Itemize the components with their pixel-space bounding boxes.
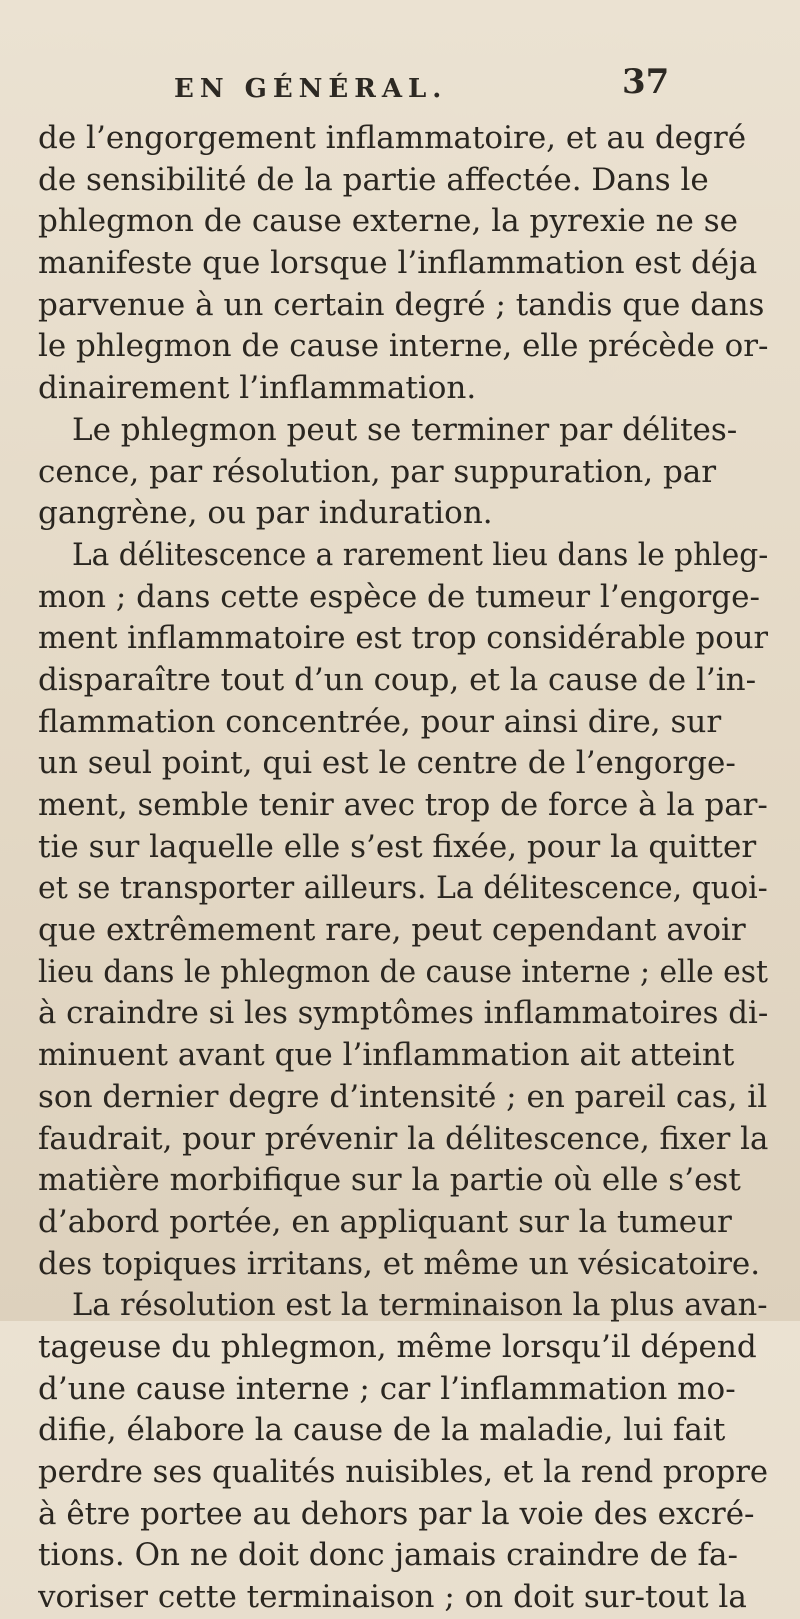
text-line: phlegmon de cause externe, la pyrexie ne se [38, 203, 739, 240]
text-line: de sensibilité de la partie affectée. Dans le [38, 161, 709, 198]
text-line: tie sur laquelle elle s’est fixée, pour la quitter [38, 828, 757, 865]
text-line: disparaître tout d’un coup, et la cause de l’in- [38, 661, 757, 698]
text-line: un seul point, qui est le centre de l’engorge- [38, 745, 736, 782]
text-line: matière morbifique sur la partie où elle s’est [38, 1162, 741, 1199]
text-line: voriser cette terminaison ; on doit sur-tout la [38, 1579, 747, 1616]
text-line: à craindre si les symptômes inflammatoires di- [38, 995, 768, 1032]
text-line: flammation concentrée, pour ainsi dire, sur [38, 703, 722, 740]
text-line: parvenue à un certain degré ; tandis que dans [38, 286, 765, 323]
text-line: lieu dans le phlegmon de cause interne ; elle est [38, 953, 768, 990]
page-number: 37 [622, 62, 670, 102]
text-line: mon ; dans cette espèce de tumeur l’engorge- [38, 578, 760, 615]
paragraph-start-line: La résolution est la terminaison la plus avan- [72, 1287, 768, 1324]
text-line: perdre ses qualités nuisibles, et la rend propre [38, 1454, 768, 1490]
text-line: manifeste que lorsque l’inflammation est déja [38, 245, 758, 282]
body-text [38, 118, 768, 1619]
text-line: d’une cause interne ; car l’inflammation mo- [38, 1370, 736, 1407]
text-line: des topiques irritans, et même un vésicatoire. [38, 1245, 761, 1282]
text-line: cence, par résolution, par suppuration, par [38, 453, 717, 490]
text-line: ment, semble tenir avec trop de force à la par- [38, 787, 768, 823]
paragraph-start-line: La délitescence a rarement lieu dans le phleg- [72, 536, 768, 573]
text-line: dinairement l’inflammation. [38, 370, 477, 407]
text-line: ment inflammatoire est trop considérable pour [38, 620, 768, 657]
text-line: d’abord portée, en appliquant sur la tumeur [38, 1203, 732, 1240]
running-head: EN GÉNÉRAL. [174, 74, 448, 104]
text-line: faudrait, pour prévenir la délitescence, fixer la [38, 1120, 768, 1157]
paragraph-start-line: Le phlegmon peut se terminer par délites- [72, 411, 738, 448]
text-line: le phlegmon de cause interne, elle précède or- [38, 328, 768, 365]
text-line: tions. On ne doit donc jamais craindre de fa- [38, 1537, 738, 1574]
text-line: à être portee au dehors par la voie des excré- [38, 1495, 755, 1532]
text-line: minuent avant que l’inflammation ait atteint [38, 1037, 735, 1074]
text-line: que extrêmement rare, peut cependant avoir [38, 912, 746, 949]
text-line: de l’engorgement inflammatoire, et au degré [38, 120, 747, 156]
text-line: tageuse du phlegmon, même lorsqu’il dépend [38, 1328, 757, 1365]
text-line: son dernier degre d’intensité ; en pareil cas, il [38, 1078, 768, 1115]
text-line: difie, élabore la cause de la maladie, lui fait [38, 1412, 726, 1449]
text-line: gangrène, ou par induration. [38, 495, 493, 532]
text-line: et se transporter ailleurs. La délitescence, quoi- [38, 870, 768, 907]
